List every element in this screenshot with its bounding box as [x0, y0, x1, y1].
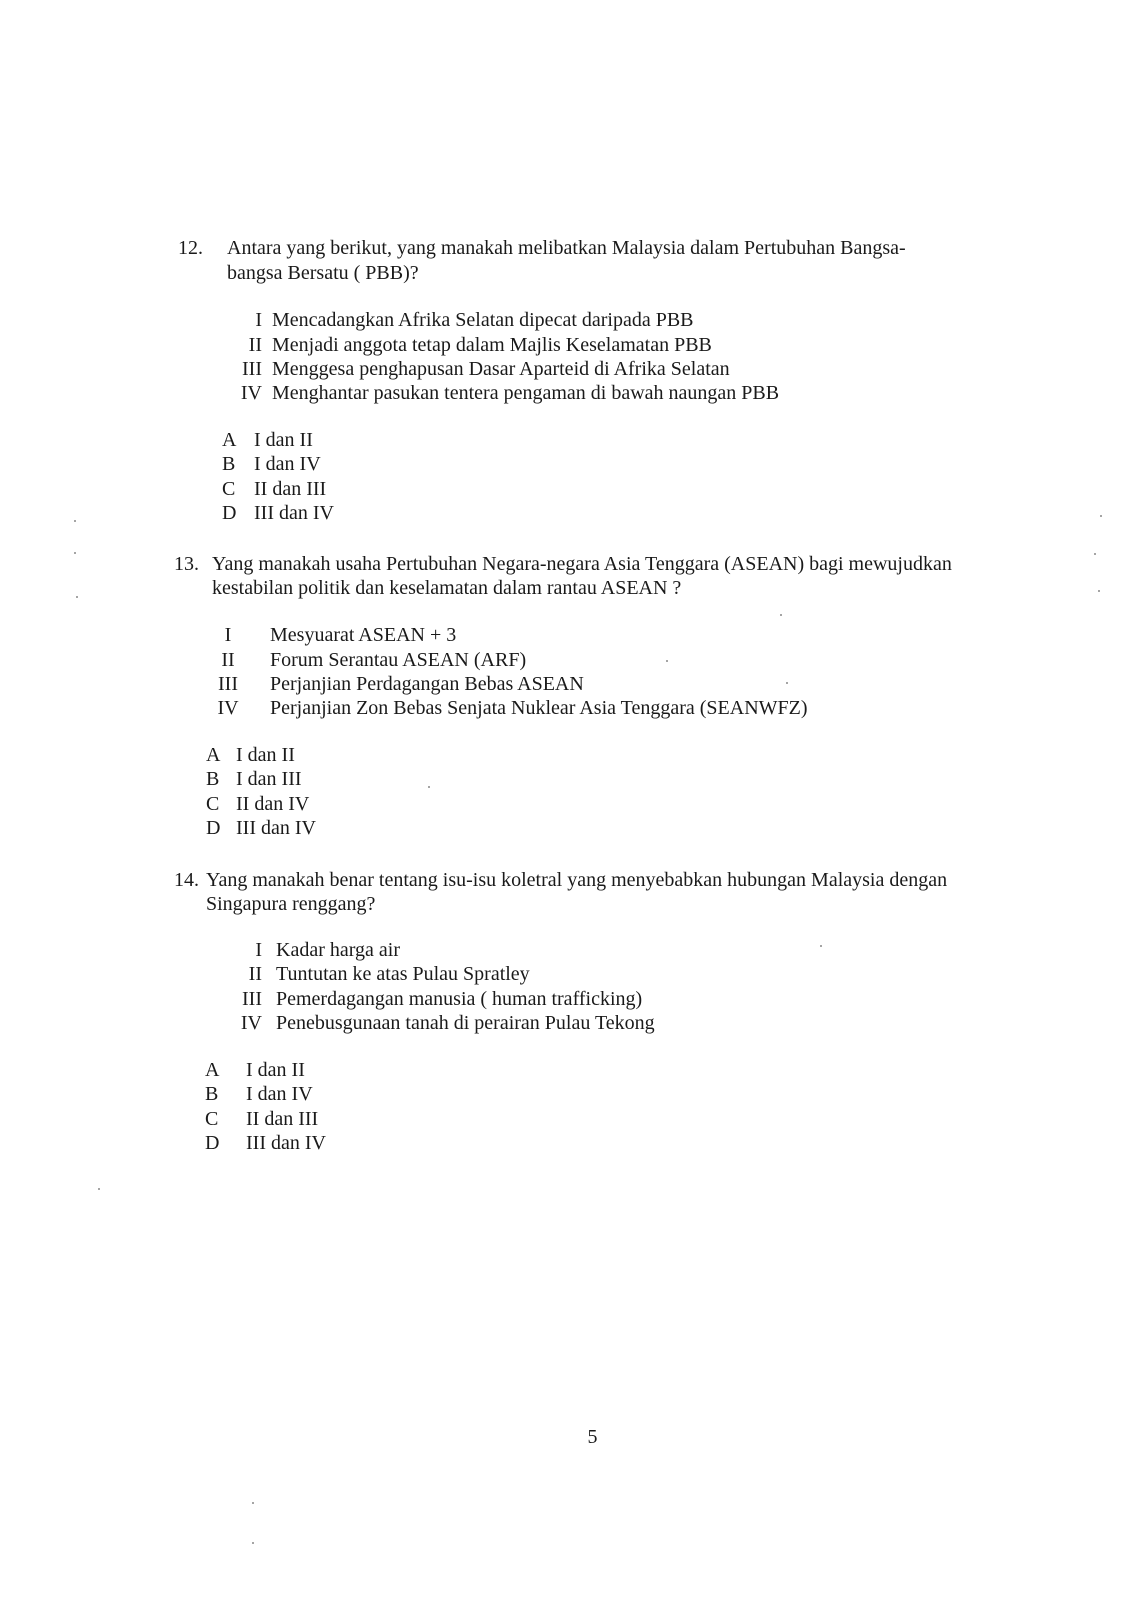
- option-letter: C: [206, 793, 220, 815]
- scan-speck: [98, 1188, 100, 1190]
- option-letter: B: [206, 768, 220, 790]
- scan-speck: [428, 786, 430, 788]
- option-text: I dan IV: [254, 453, 321, 475]
- option-letter: A: [205, 1059, 220, 1081]
- option-letter: B: [205, 1083, 219, 1105]
- option-letter: D: [205, 1132, 220, 1154]
- statement-text: Forum Serantau ASEAN (ARF): [270, 649, 527, 671]
- scan-speck: [76, 596, 78, 598]
- option-text: II dan III: [246, 1108, 319, 1130]
- option-letter: D: [222, 502, 237, 524]
- scan-speck: [252, 1542, 254, 1544]
- statement-number: III: [242, 988, 262, 1010]
- statement-text: Perjanjian Zon Bebas Senjata Nuklear Asia Tenggara (SEANWFZ): [270, 697, 808, 719]
- option-letter: D: [206, 817, 221, 839]
- statement-text: Menjadi anggota tetap dalam Majlis Keselamatan PBB: [272, 334, 712, 356]
- question-number: 14.: [174, 869, 199, 891]
- question-number: 13.: [174, 553, 199, 575]
- scan-speck: [1100, 515, 1102, 517]
- statement-number: IV: [217, 697, 239, 719]
- scan-speck: [1098, 590, 1100, 592]
- statement-number: I: [224, 624, 232, 646]
- statement-text: Kadar harga air: [276, 939, 401, 961]
- question-stem-line: kestabilan politik dan keselamatan dalam rantau ASEAN ?: [212, 577, 682, 599]
- scan-speck: [666, 660, 668, 662]
- statement-text: Mesyuarat ASEAN + 3: [270, 624, 457, 646]
- question-stem-line: Antara yang berikut, yang manakah melibatkan Malaysia dalam Pertubuhan Bangsa-: [227, 237, 906, 259]
- scan-speck: [1094, 553, 1096, 555]
- option-text: III dan IV: [236, 817, 316, 839]
- option-letter: C: [222, 478, 236, 500]
- option-letter: B: [222, 453, 236, 475]
- statement-text: Menggesa penghapusan Dasar Aparteid di Afrika Selatan: [272, 358, 730, 380]
- statement-text: Penebusgunaan tanah di perairan Pulau Tekong: [276, 1012, 655, 1034]
- statement-number: IV: [240, 382, 262, 404]
- option-letter: A: [222, 429, 237, 451]
- scan-speck: [74, 520, 76, 522]
- question-stem-line: Singapura renggang?: [206, 893, 376, 915]
- option-text: III dan IV: [254, 502, 334, 524]
- question-stem-line: Yang manakah benar tentang isu-isu koletral yang menyebabkan hubungan Malaysia dengan: [206, 869, 948, 891]
- scan-speck: [820, 945, 822, 947]
- statement-number: I: [255, 939, 262, 961]
- scan-speck: [74, 552, 76, 554]
- page-number: 5: [587, 1426, 598, 1448]
- option-text: II dan III: [254, 478, 327, 500]
- statement-number: II: [221, 649, 235, 671]
- statement-text: Mencadangkan Afrika Selatan dipecat daripada PBB: [272, 309, 694, 331]
- statement-number: II: [248, 334, 262, 356]
- option-letter: C: [205, 1108, 219, 1130]
- statement-number: I: [255, 309, 262, 331]
- option-letter: A: [206, 744, 221, 766]
- option-text: I dan II: [246, 1059, 305, 1081]
- option-text: I dan III: [236, 768, 302, 790]
- question-number: 12.: [178, 237, 203, 259]
- option-text: I dan IV: [246, 1083, 313, 1105]
- question-stem-line: Yang manakah usaha Pertubuhan Negara-negara Asia Tenggara (ASEAN) bagi mewujudkan: [212, 553, 952, 575]
- statement-text: Pemerdagangan manusia ( human trafficking): [276, 988, 643, 1010]
- statement-text: Menghantar pasukan tentera pengaman di bawah naungan PBB: [272, 382, 780, 404]
- scan-speck: [786, 682, 788, 684]
- option-text: I dan II: [236, 744, 295, 766]
- option-text: II dan IV: [236, 793, 310, 815]
- scan-speck: [252, 1502, 254, 1504]
- statement-number: III: [218, 673, 238, 695]
- question-stem-line: bangsa Bersatu ( PBB)?: [227, 262, 419, 284]
- option-text: I dan II: [254, 429, 313, 451]
- scan-speck: [780, 614, 782, 616]
- statement-number: II: [248, 963, 262, 985]
- statement-number: III: [242, 358, 262, 380]
- statement-text: Tuntutan ke atas Pulau Spratley: [276, 963, 530, 985]
- statement-text: Perjanjian Perdagangan Bebas ASEAN: [270, 673, 584, 695]
- statement-number: IV: [240, 1012, 262, 1034]
- option-text: III dan IV: [246, 1132, 326, 1154]
